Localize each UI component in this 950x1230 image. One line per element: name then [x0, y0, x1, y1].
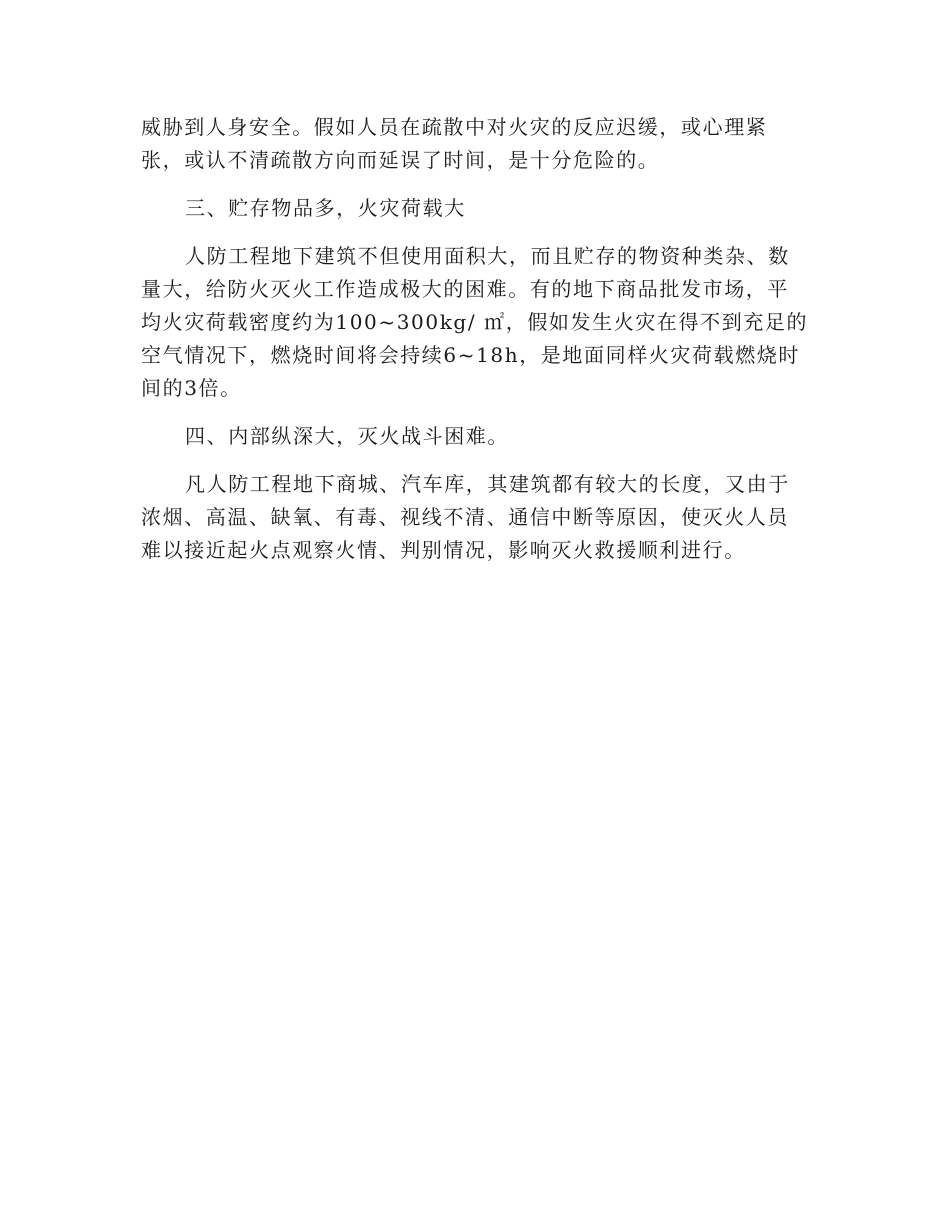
paragraph-storage: 人防工程地下建筑不但使用面积大，而且贮存的物资种类杂、数量大，给防火灭火工作造成极大的困难。有的地下商品批发市场，平均火灾荷载密度约为100~300kg/ ㎡，假如发生火灾在得不到充足的空气情况下，燃烧时间将会持续6~18h，是地面同样火灾荷载燃烧时间的3倍。 — [141, 244, 809, 400]
section-heading-depth: 四、内部纵深大，灭火战斗困难。 — [185, 424, 509, 448]
paragraph-depth: 凡人防工程地下商城、汽车库，其建筑都有较大的长度，又由于浓烟、高温、缺氧、有毒、视线不清、通信中断等原因，使灭火人员难以接近起火点观察火情、判别情况，影响灭火救援顺利进行。 — [141, 472, 790, 562]
section-heading-storage: 三、贮存物品多，火灾荷载大 — [185, 196, 466, 220]
paragraph-continuation: 威胁到人身安全。假如人员在疏散中对火灾的反应迟缓，或心理紧张，或认不清疏散方向而延误了时间，是十分危险的。 — [141, 115, 768, 172]
document-body — [141, 111, 809, 582]
